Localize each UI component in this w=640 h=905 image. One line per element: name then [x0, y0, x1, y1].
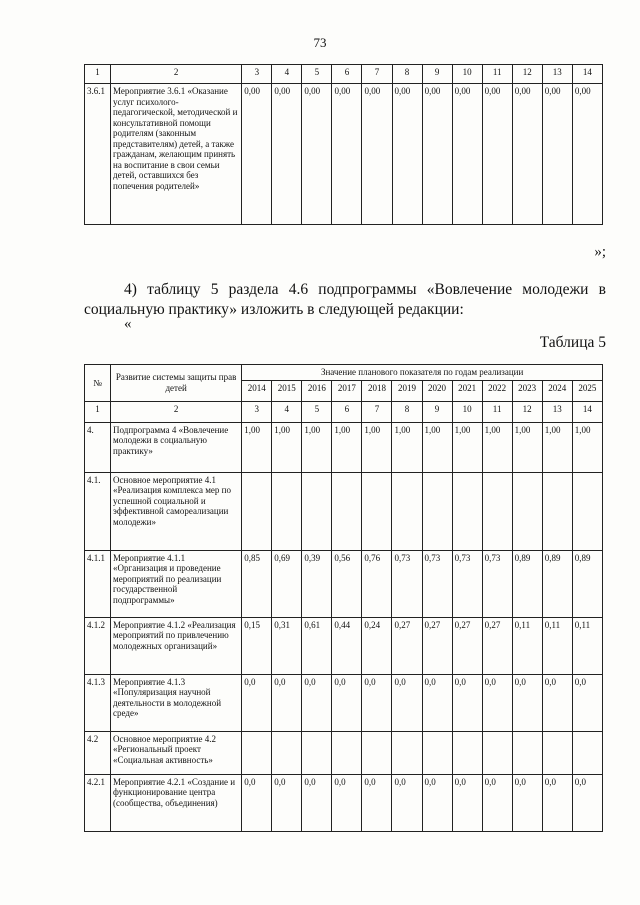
row-number: 4.2: [85, 731, 111, 774]
value-cell: 0,0: [482, 674, 512, 731]
value-cell: [332, 472, 362, 550]
column-number: 8: [392, 65, 422, 84]
value-cell: 0,0: [542, 674, 572, 731]
table-header-row: [85, 365, 603, 381]
column-number: 14: [572, 401, 602, 422]
value-cell: 0,11: [542, 617, 572, 674]
row-name: Подпрограмма 4 «Вовлечение молодежи в социальную практику»: [111, 422, 242, 472]
value-cell: 0,00: [272, 84, 302, 225]
value-cell: 1,00: [452, 422, 482, 472]
value-cell: 0,15: [242, 617, 272, 674]
row-number: 4.1.3: [85, 674, 111, 731]
col-num-header: №: [85, 365, 111, 402]
column-number: 8: [392, 401, 422, 422]
column-number: 9: [422, 65, 452, 84]
column-number: 1: [85, 65, 111, 84]
column-number: 5: [302, 401, 332, 422]
row-name: Основное мероприятие 4.2 «Региональный проект «Социальная активность»: [111, 731, 242, 774]
column-number: 4: [272, 65, 302, 84]
row-name: Мероприятие 4.1.2 «Реализация мероприятий по привлечению молодежных организаций»: [111, 617, 242, 674]
row-number: 4.2.1: [85, 774, 111, 831]
table-row: [85, 472, 603, 550]
column-number: 10: [452, 65, 482, 84]
row-name: Мероприятие 4.1.3 «Популяризация научной деятельности в молодежной среде»: [111, 674, 242, 731]
value-cell: 0,00: [512, 84, 542, 225]
column-number: 14: [572, 65, 602, 84]
column-number: 6: [332, 401, 362, 422]
table-top-continuation: [84, 64, 603, 225]
value-cell: [572, 472, 602, 550]
row-number: 3.6.1: [85, 84, 111, 225]
value-cell: 0,0: [422, 774, 452, 831]
value-cell: 0,0: [242, 674, 272, 731]
value-cell: [542, 731, 572, 774]
value-cell: 0,00: [482, 84, 512, 225]
value-cell: 1,00: [302, 422, 332, 472]
column-number: 11: [482, 401, 512, 422]
value-cell: [512, 731, 542, 774]
value-cell: 0,0: [542, 774, 572, 831]
value-cell: [422, 731, 452, 774]
value-cell: 0,11: [572, 617, 602, 674]
year-header: 2017: [332, 380, 362, 401]
value-cell: 0,85: [242, 550, 272, 617]
value-cell: 1,00: [422, 422, 452, 472]
value-cell: [242, 472, 272, 550]
value-cell: [302, 472, 332, 550]
value-cell: [272, 472, 302, 550]
value-cell: 0,0: [392, 774, 422, 831]
column-number: 9: [422, 401, 452, 422]
table-number-row: [85, 65, 603, 84]
column-number: 2: [111, 401, 242, 422]
value-cell: [452, 731, 482, 774]
column-number: 7: [362, 65, 392, 84]
value-cell: 0,89: [572, 550, 602, 617]
value-cell: 0,89: [542, 550, 572, 617]
year-header: 2015: [272, 380, 302, 401]
year-header: 2020: [422, 380, 452, 401]
table-row: [85, 731, 603, 774]
value-cell: 1,00: [272, 422, 302, 472]
column-number: 11: [482, 65, 512, 84]
value-cell: [392, 731, 422, 774]
row-name: Основное мероприятие 4.1 «Реализация комплекса мер по успешной социальной и эффективной самореализации молодежи»: [111, 472, 242, 550]
table-5: [84, 364, 603, 832]
year-header: 2021: [452, 380, 482, 401]
value-cell: 0,0: [272, 674, 302, 731]
column-number: 5: [302, 65, 332, 84]
col-name-header: Развитие системы защиты прав детей: [111, 365, 242, 402]
value-cell: 1,00: [572, 422, 602, 472]
value-cell: 0,27: [422, 617, 452, 674]
value-cell: [272, 731, 302, 774]
value-cell: 0,27: [482, 617, 512, 674]
column-number: 12: [512, 65, 542, 84]
value-cell: 0,0: [512, 774, 542, 831]
value-cell: 0,0: [392, 674, 422, 731]
value-cell: 0,11: [512, 617, 542, 674]
value-cell: 0,0: [272, 774, 302, 831]
value-cell: [242, 731, 272, 774]
row-number: 4.1.1: [85, 550, 111, 617]
year-header: 2025: [572, 380, 602, 401]
value-cell: 0,0: [362, 774, 392, 831]
value-cell: [542, 472, 572, 550]
value-cell: 0,00: [392, 84, 422, 225]
value-cell: [332, 731, 362, 774]
year-header: 2024: [542, 380, 572, 401]
column-number: 12: [512, 401, 542, 422]
value-cell: 0,0: [362, 674, 392, 731]
column-number: 13: [542, 65, 572, 84]
value-cell: 0,0: [422, 674, 452, 731]
column-number: 10: [452, 401, 482, 422]
value-cell: 0,00: [302, 84, 332, 225]
column-number: 3: [242, 65, 272, 84]
value-cell: 1,00: [392, 422, 422, 472]
value-cell: 1,00: [242, 422, 272, 472]
value-cell: 0,0: [332, 774, 362, 831]
row-number: 4.1.2: [85, 617, 111, 674]
value-cell: 1,00: [542, 422, 572, 472]
value-cell: 1,00: [482, 422, 512, 472]
value-cell: [482, 731, 512, 774]
table-label: Таблица 5: [539, 334, 606, 351]
value-cell: 0,00: [242, 84, 272, 225]
column-number: 3: [242, 401, 272, 422]
instruction-paragraph: 4) таблицу 5 раздела 4.6 подпрограммы «Вовлечение молодежи в социальную практику» изложить в следующей редакции:: [84, 281, 606, 318]
value-cell: 0,69: [272, 550, 302, 617]
value-cell: 0,73: [422, 550, 452, 617]
column-number: 6: [332, 65, 362, 84]
page-number: 73: [313, 35, 327, 50]
value-cell: 0,00: [332, 84, 362, 225]
value-cell: 0,0: [482, 774, 512, 831]
year-header: 2014: [242, 380, 272, 401]
opening-quote: «: [124, 316, 132, 332]
row-name: Мероприятие 3.6.1 «Оказание услуг психолого-педагогической, методической и консультативной помощи родителям (законным представителям) детей, а также гражданам, желающим принять на воспитание в свои семьи детей, оставшихся без попечения родителей»: [111, 84, 242, 225]
value-cell: 0,0: [452, 774, 482, 831]
year-header: 2016: [302, 380, 332, 401]
value-cell: [362, 472, 392, 550]
value-cell: 0,27: [392, 617, 422, 674]
column-number: 2: [111, 65, 242, 84]
value-cell: 0,00: [362, 84, 392, 225]
value-cell: [392, 472, 422, 550]
column-number: 4: [272, 401, 302, 422]
value-cell: 0,31: [272, 617, 302, 674]
value-cell: [572, 731, 602, 774]
group-header: Значение планового показателя по годам реализации: [242, 365, 603, 381]
value-cell: 0,56: [332, 550, 362, 617]
value-cell: 0,39: [302, 550, 332, 617]
value-cell: 1,00: [362, 422, 392, 472]
row-name: Мероприятие 4.1.1 «Организация и проведение мероприятий по реализации государственной подпрограммы»: [111, 550, 242, 617]
value-cell: [452, 472, 482, 550]
year-header: 2023: [512, 380, 542, 401]
value-cell: 0,0: [302, 774, 332, 831]
value-cell: 0,00: [542, 84, 572, 225]
value-cell: 0,0: [302, 674, 332, 731]
closing-quote: »;: [594, 244, 606, 260]
value-cell: 0,0: [332, 674, 362, 731]
value-cell: [512, 472, 542, 550]
table-number-row: [85, 401, 603, 422]
value-cell: 0,00: [572, 84, 602, 225]
column-number: 1: [85, 401, 111, 422]
value-cell: 0,44: [332, 617, 362, 674]
table-row: [85, 422, 603, 472]
value-cell: 0,61: [302, 617, 332, 674]
value-cell: [302, 731, 332, 774]
column-number: 13: [542, 401, 572, 422]
value-cell: 0,00: [422, 84, 452, 225]
value-cell: 0,0: [572, 774, 602, 831]
value-cell: 0,0: [572, 674, 602, 731]
row-number: 4.: [85, 422, 111, 472]
value-cell: [482, 472, 512, 550]
value-cell: 1,00: [332, 422, 362, 472]
value-cell: 0,76: [362, 550, 392, 617]
column-number: 7: [362, 401, 392, 422]
year-header: 2019: [392, 380, 422, 401]
row-name: Мероприятие 4.2.1 «Создание и функционирование центра (сообщества, объединения): [111, 774, 242, 831]
value-cell: 0,27: [452, 617, 482, 674]
value-cell: 0,24: [362, 617, 392, 674]
value-cell: 0,73: [392, 550, 422, 617]
value-cell: 0,0: [242, 774, 272, 831]
table-row: [85, 617, 603, 674]
table-row: [85, 674, 603, 731]
row-number: 4.1.: [85, 472, 111, 550]
table-row: [85, 550, 603, 617]
value-cell: 0,73: [452, 550, 482, 617]
table-row: [85, 774, 603, 831]
value-cell: [422, 472, 452, 550]
value-cell: 1,00: [512, 422, 542, 472]
year-header: 2018: [362, 380, 392, 401]
table-row: [85, 84, 603, 225]
value-cell: [362, 731, 392, 774]
value-cell: 0,0: [452, 674, 482, 731]
value-cell: 0,89: [512, 550, 542, 617]
year-header: 2022: [482, 380, 512, 401]
value-cell: 0,00: [452, 84, 482, 225]
value-cell: 0,0: [512, 674, 542, 731]
value-cell: 0,73: [482, 550, 512, 617]
